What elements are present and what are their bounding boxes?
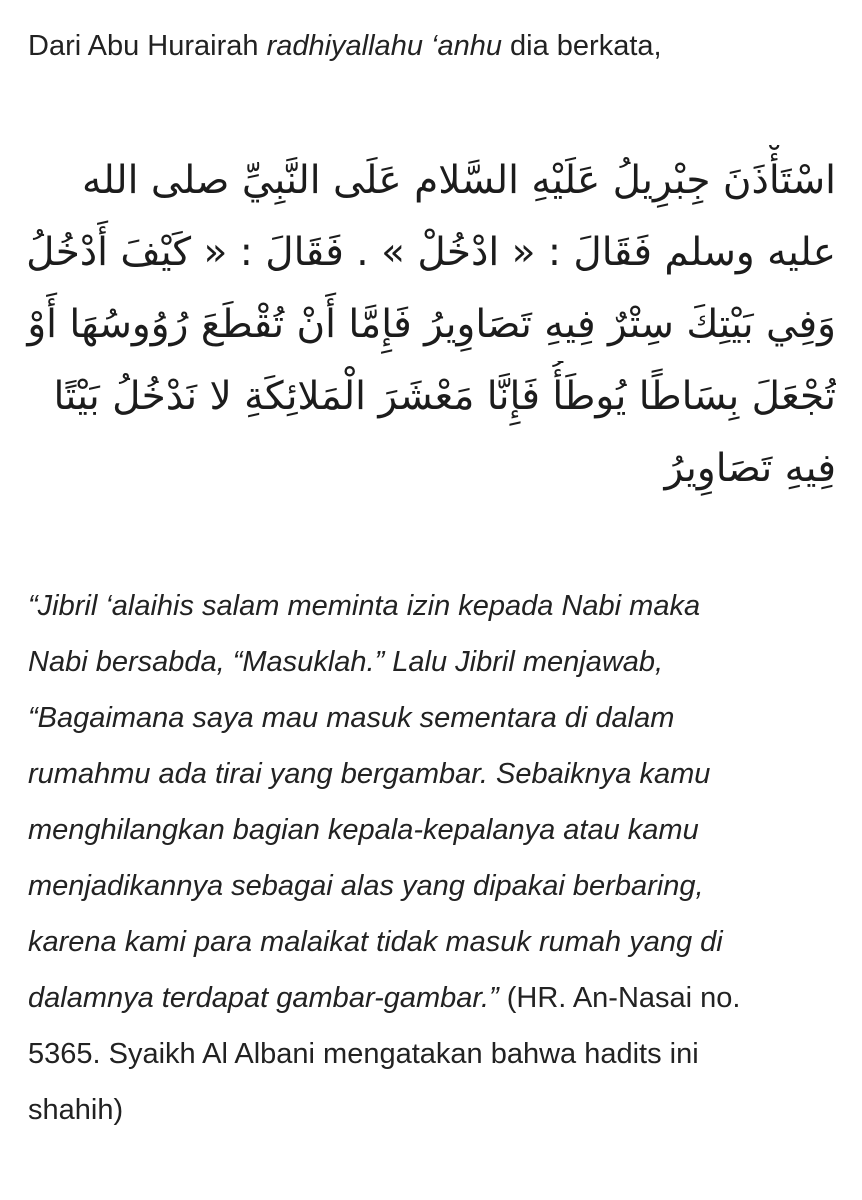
translation-line [28,746,840,802]
arabic-line: تُجْعَلَ بِسَاطًا يُوطَأُ فَإِنَّا مَعْشَرَ الْمَلائِكَةِ لا نَدْخُلُ بَيْتًا [53,374,836,419]
translation-line [28,1082,840,1138]
translation-quote: karena kami para malaikat tidak masuk rumah yang di [28,926,723,958]
citation-text: 5365. Syaikh Al Albani mengatakan bahwa hadits ini [28,1038,699,1070]
citation-text: shahih) [28,1094,124,1126]
translation-line [28,690,840,746]
translation-quote: rumahmu ada tirai yang bergambar. Sebaiknya kamu [28,758,711,790]
intro-prefix: Dari Abu Hurairah [28,30,267,62]
translation-quote: Nabi bersabda, “Masuklah.” Lalu Jibril menjawab, [28,646,664,678]
translation-paragraph [28,578,840,1138]
translation-line [28,1026,840,1082]
translation-line [28,914,840,970]
translation-quote: dalamnya terdapat gambar-gambar.” [28,982,499,1014]
translation-line [28,634,840,690]
arabic-line: وَفِي بَيْتِكَ سِتْرٌ فِيهِ تَصَاوِيرُ فَإِمَّا أَنْ تُقْطَعَ رُوُوسُهَا أَوْ [27,302,836,347]
arabic-line: اسْتَأْذَنَ جِبْرِيلُ عَلَيْهِ السَّلام عَلَى النَّبِيِّ صلى الله [81,158,836,203]
intro-honorific: radhiyallahu ‘anhu [266,30,502,62]
translation-quote: “Jibril ‘alaihis salam meminta izin kepada Nabi maka [28,590,701,622]
arabic-line: عليه وسلم فَقَالَ : « ادْخُلْ » . فَقَالَ : « كَيْفَ أَدْخُلُ [26,230,836,275]
translation-quote: menghilangkan bagian kepala-kepalanya atau kamu [28,814,699,846]
arabic-line: فِيهِ تَصَاوِيرُ [664,446,836,491]
arabic-hadith-text [24,145,836,505]
translation-quote: menjadikannya sebagai alas yang dipakai berbaring, [28,870,704,902]
citation-text: (HR. An-Nasai no. [498,982,741,1014]
translation-line [28,970,840,1026]
intro-line [28,18,838,74]
translation-line [28,802,840,858]
translation-line [28,858,840,914]
translation-quote: “Bagaimana saya mau masuk sementara di dalam [28,702,675,734]
translation-line [28,578,840,634]
intro-suffix: dia berkata, [501,30,662,62]
